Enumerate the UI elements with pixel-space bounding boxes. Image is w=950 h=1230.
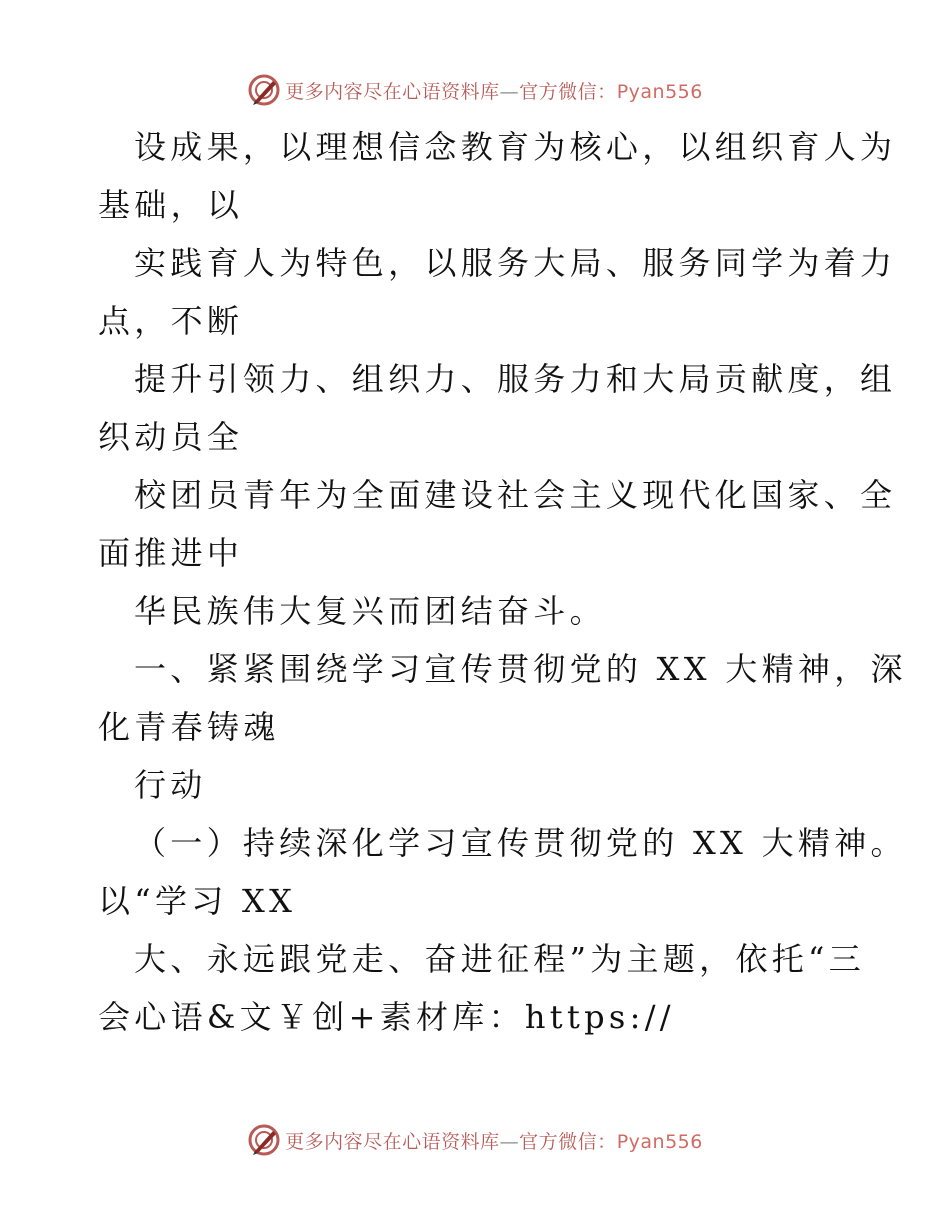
body-line-2: 基础，以 [98, 186, 244, 224]
body-line-12: 行动 [134, 766, 207, 804]
header-banner [0, 70, 950, 110]
body-line-11: 化青春铸魂 [98, 708, 280, 746]
footer-wechat-id: Pyan556 [616, 1130, 703, 1153]
header-wechat-id: Pyan556 [616, 80, 703, 103]
body-line-3: 实践育人为特色，以服务大局、服务同学为着力 [134, 244, 897, 282]
body-line-1: 设成果，以理想信念教育为核心，以组织育人为 [134, 128, 897, 166]
footer-wechat-label: 官方微信： [519, 1130, 617, 1153]
pen-logo-icon [247, 1123, 281, 1157]
body-line-4: 点，不断 [98, 302, 244, 340]
body-line-8: 面推进中 [98, 534, 244, 572]
header-brand-text: 更多内容尽在心语资料库 [285, 80, 500, 103]
header-banner-text [285, 77, 703, 104]
body-line-15: 大、永远跟党走、奋进征程”为主题，依托“三 [134, 940, 866, 978]
header-separator: — [499, 80, 520, 103]
footer-banner [0, 1120, 950, 1160]
body-line-13: （一）持续深化学习宣传贯彻党的 XX 大精神。 [134, 824, 907, 862]
body-line-6: 织动员全 [98, 418, 244, 456]
body-line-7: 校团员青年为全面建设社会主义现代化国家、全 [134, 476, 897, 514]
footer-brand-text: 更多内容尽在心语资料库 [285, 1130, 500, 1153]
body-line-10: 一、紧紧围绕学习宣传贯彻党的 XX 大精神，深 [134, 650, 907, 688]
body-line-9: 华民族伟大复兴而团结奋斗。 [134, 592, 606, 630]
body-line-14: 以“学习 XX [98, 882, 297, 920]
footer-separator: — [499, 1130, 520, 1153]
pen-logo-icon [247, 73, 281, 107]
body-line-5: 提升引领力、组织力、服务力和大局贡献度，组 [134, 360, 897, 398]
header-wechat-label: 官方微信： [519, 80, 617, 103]
body-line-16: 会心语&文￥创+素材库：https:// [98, 998, 675, 1036]
footer-banner-text [285, 1127, 703, 1154]
